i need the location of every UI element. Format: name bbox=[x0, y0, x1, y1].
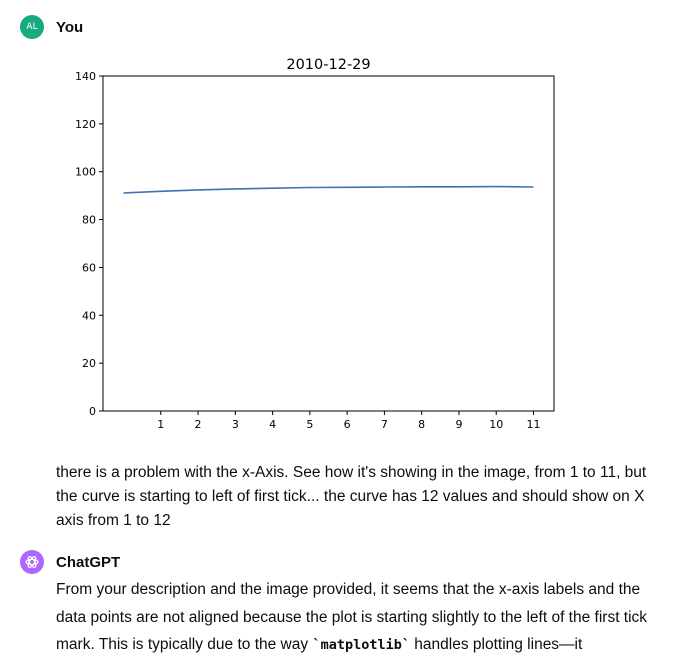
user-message-text: there is a problem with the x-Axis. See how it's showing in the image, from 1 to 11, but the curve is starting to left of first tick... the curve has 12 values and should show on X axis from 1 to 12 bbox=[56, 464, 647, 529]
assistant-message-header bbox=[20, 550, 120, 574]
chart-title: 2010-12-29 bbox=[286, 57, 371, 73]
inline-code: `matplotlib` bbox=[312, 637, 410, 653]
user-name: You bbox=[56, 18, 84, 36]
user-message-header bbox=[20, 15, 83, 39]
x-tick-label: 3 bbox=[231, 418, 239, 431]
x-tick-label: 5 bbox=[306, 418, 314, 431]
x-tick-label: 8 bbox=[418, 418, 426, 431]
assistant-message-text bbox=[56, 576, 666, 660]
chart-image[interactable] bbox=[56, 48, 576, 448]
y-tick-label: 40 bbox=[82, 309, 96, 323]
x-tick-label: 4 bbox=[269, 418, 277, 431]
assistant-text-part: From your description and the image provided, it seems that the x-axis labels and the data points are not aligned because the plot is starting slightly to the left of the first tick mark. This is typically due to the way bbox=[56, 581, 648, 653]
y-tick-label: 100 bbox=[75, 165, 96, 179]
x-tick-label: 9 bbox=[455, 418, 463, 431]
x-tick-label: 10 bbox=[489, 418, 504, 431]
line-chart bbox=[56, 48, 576, 448]
y-tick-label: 20 bbox=[82, 357, 96, 371]
avatar: AL bbox=[20, 15, 44, 39]
x-tick-label: 6 bbox=[343, 418, 351, 431]
x-tick-label: 7 bbox=[380, 418, 388, 431]
y-tick-label: 140 bbox=[75, 70, 96, 83]
y-tick-label: 80 bbox=[82, 213, 96, 227]
assistant-name: ChatGPT bbox=[56, 553, 121, 571]
x-tick-label: 2 bbox=[194, 418, 202, 431]
openai-logo-icon bbox=[20, 550, 44, 574]
y-tick-label: 0 bbox=[89, 405, 96, 418]
assistant-text-part: handles plotting lines—it bbox=[409, 636, 583, 653]
x-tick-label: 11 bbox=[526, 418, 541, 431]
y-tick-label: 120 bbox=[75, 117, 96, 131]
y-tick-label: 60 bbox=[82, 261, 96, 275]
x-tick-label: 1 bbox=[157, 418, 165, 431]
chart-frame bbox=[103, 76, 554, 411]
